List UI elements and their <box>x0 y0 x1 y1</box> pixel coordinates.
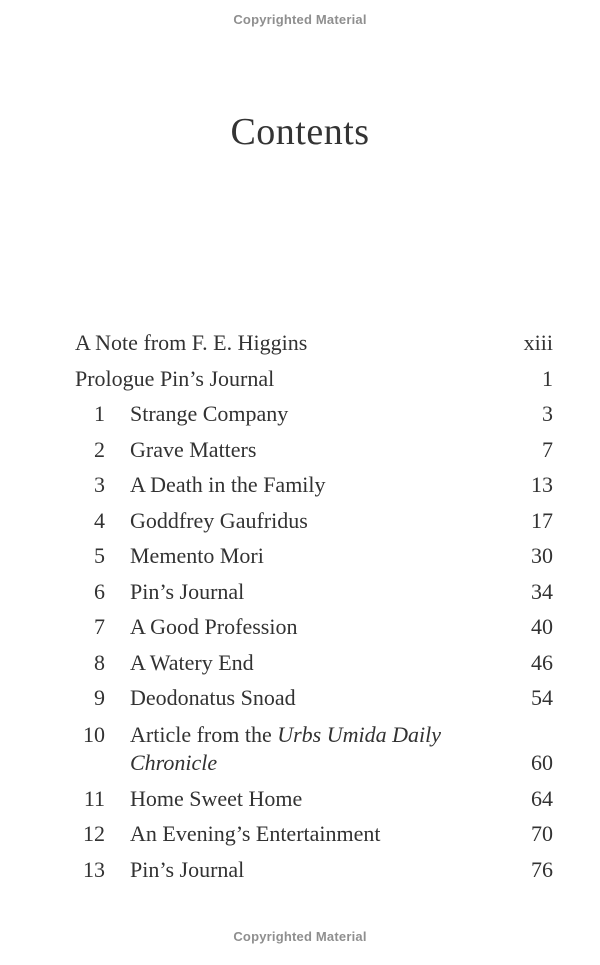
page-number: 1 <box>542 365 553 391</box>
toc-entry <box>75 538 553 574</box>
chapter-title <box>130 467 509 503</box>
toc-entry <box>75 609 553 645</box>
toc-entry <box>75 816 553 852</box>
chapter-number: 1 <box>94 401 105 426</box>
page-number: 13 <box>531 472 553 497</box>
chapter-title <box>130 396 509 432</box>
chapter-title-line: A Watery End <box>130 649 254 675</box>
page-number: 64 <box>531 785 553 811</box>
toc-entry <box>75 361 553 397</box>
toc-entry <box>75 467 553 503</box>
chapter-title <box>130 816 509 852</box>
copyright-notice-bottom: Copyrighted Material <box>233 929 367 944</box>
toc-entry <box>75 396 553 432</box>
chapter-title-line: Prologue Pin’s Journal <box>75 365 275 391</box>
page-number: xiii <box>523 330 553 355</box>
page-number: 34 <box>531 578 553 604</box>
page-number: 76 <box>531 856 553 882</box>
toc-entry <box>75 852 553 888</box>
page-number: 40 <box>531 614 553 639</box>
chapter-title-line: Article from the Urbs Umida Daily <box>130 721 442 747</box>
chapter-title-line: A Good Profession <box>130 614 298 639</box>
page-number: 30 <box>531 543 553 568</box>
chapter-number: 8 <box>94 649 105 675</box>
chapter-title <box>75 325 509 361</box>
chapter-title-line: Home Sweet Home <box>130 785 303 811</box>
chapter-title <box>130 574 509 610</box>
chapter-title-line: A Note from F. E. Higgins <box>75 330 308 355</box>
page-number: 54 <box>531 685 553 710</box>
toc-entry <box>75 574 553 610</box>
chapter-number: 7 <box>94 614 105 639</box>
chapter-title-line: An Evening’s Entertainment <box>130 821 381 846</box>
chapter-title-line: A Death in the Family <box>130 472 326 497</box>
page-number: 46 <box>531 649 553 675</box>
chapter-title <box>130 432 509 468</box>
copyright-notice-top: Copyrighted Material <box>233 12 367 27</box>
page-title: Contents <box>230 111 370 153</box>
chapter-number: 5 <box>94 543 105 568</box>
chapter-title <box>130 609 509 645</box>
page-number: 7 <box>542 436 553 462</box>
toc-entry <box>75 503 553 539</box>
toc-entry <box>75 432 553 468</box>
page-number: 17 <box>531 507 553 533</box>
chapter-title <box>130 680 509 716</box>
toc-entry <box>75 716 553 777</box>
chapter-title-line: Pin’s Journal <box>130 578 245 604</box>
toc-entry <box>75 781 553 817</box>
chapter-title <box>75 361 509 397</box>
toc-entry <box>75 680 553 716</box>
chapter-title <box>130 503 509 539</box>
chapter-title-line: Pin’s Journal <box>130 856 245 882</box>
chapter-title-line <box>130 749 509 777</box>
chapter-title-line: Deodonatus Snoad <box>130 685 296 710</box>
chapter-number: 9 <box>94 685 105 710</box>
chapter-title-italic-run: Urbs Umida Daily <box>277 721 442 747</box>
toc-entry <box>75 325 553 361</box>
chapter-number: 13 <box>83 856 105 882</box>
chapter-title-line: Grave Matters <box>130 436 257 462</box>
chapter-title-line: Memento Mori <box>130 543 264 568</box>
chapter-title-italic-run: Chronicle <box>130 749 218 775</box>
chapter-number: 11 <box>83 785 105 811</box>
chapter-number: 3 <box>94 472 105 497</box>
chapter-title <box>130 852 509 888</box>
chapter-title <box>130 645 509 681</box>
toc-entry <box>75 645 553 681</box>
chapter-number: 10 <box>83 721 105 747</box>
table-of-contents <box>75 325 553 887</box>
chapter-number: 4 <box>94 507 105 533</box>
chapter-title <box>130 721 509 777</box>
page-number: 70 <box>531 821 553 846</box>
chapter-number: 12 <box>83 821 105 846</box>
chapter-title-line: Strange Company <box>130 401 289 426</box>
chapter-title <box>130 538 509 574</box>
chapter-number: 2 <box>94 436 105 462</box>
chapter-title-line: Goddfrey Gaufridus <box>130 507 308 533</box>
chapter-title <box>130 781 509 817</box>
chapter-number: 6 <box>94 578 105 604</box>
page-number: 3 <box>542 401 553 426</box>
page-number: 60 <box>531 749 553 775</box>
